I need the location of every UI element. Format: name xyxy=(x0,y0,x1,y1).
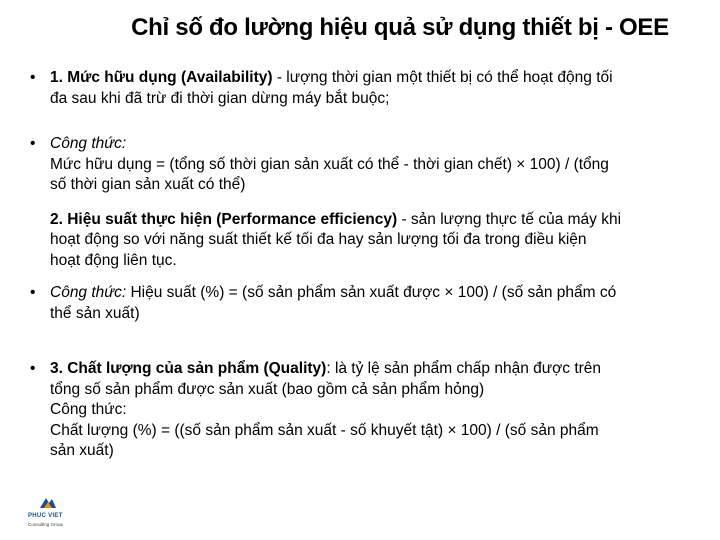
quality-formula-line-2: sản xuất) xyxy=(50,442,114,459)
bullet-availability xyxy=(30,68,712,109)
availability-heading: 1. Mức hữu dụng (Availability) xyxy=(50,69,273,86)
availability-definition: - lượng thời gian một thiết bị có thể hoạt động tối xyxy=(272,69,613,86)
performance-formula-line-1 xyxy=(50,283,712,304)
bullet-marker: • xyxy=(30,135,36,152)
availability-formula-line-1: Mức hữu dụng = (tổng số thời gian sản xuất có thể - thời gian chết) × 100) / (tổng xyxy=(50,155,609,173)
quality-formula-line-1: Chất lượng (%) = ((số sản phẩm sản xuất - số khuyết tật) × 100) / (số sản phẩm xyxy=(50,421,599,439)
performance-line-1 xyxy=(50,210,712,231)
bullet-availability-formula xyxy=(30,134,712,196)
logo-subtitle: Consulting Group xyxy=(28,522,64,527)
performance-formula-text: Hiệu suất (%) = (số sản phẩm sản xuất được × 100) / (số sản phẩm có xyxy=(126,284,617,301)
bullet-quality xyxy=(30,359,712,462)
performance-formula-line-2: thể sản xuất) xyxy=(50,304,140,322)
performance-heading: 2. Hiệu suất thực hiện (Performance efficiency) xyxy=(50,210,398,228)
performance-definition: - sản lượng thực tế của máy khi xyxy=(397,210,622,228)
availability-line-2: đa sau khi đã trừ đi thời gian dừng máy bắt buộc; xyxy=(50,89,390,107)
slide-content xyxy=(30,68,712,462)
company-logo xyxy=(28,496,98,536)
bullet-marker: • xyxy=(30,69,36,86)
quality-line-1 xyxy=(50,359,712,380)
quality-heading: 3. Chất lượng của sản phẩm (Quality) xyxy=(50,360,327,377)
performance-line-3: hoạt động liên tục. xyxy=(50,251,177,269)
availability-line-1 xyxy=(50,68,712,89)
slide-title: Chỉ số đo lường hiệu quả sử dụng thiết bị - OEE xyxy=(131,14,669,41)
availability-formula-label: Công thức: xyxy=(50,135,127,152)
bullet-marker: • xyxy=(30,284,36,301)
quality-line-2: tổng số sản phẩm được sản xuất (bao gồm cả sản phẩm hỏng) xyxy=(50,380,485,398)
performance-line-2: hoạt động so với năng suất thiết kế tối đa hay sản lượng tối đa trong điều kiện xyxy=(50,231,587,248)
logo-name: PHUC VIET xyxy=(28,513,63,519)
performance-formula-label: Công thức: xyxy=(50,284,127,301)
paragraph-performance xyxy=(30,210,712,272)
quality-formula-label: Công thức: xyxy=(50,401,127,418)
bullet-marker: • xyxy=(30,360,36,377)
availability-formula-line-2: số thời gian sản xuất có thể) xyxy=(50,176,246,193)
bullet-performance-formula xyxy=(30,283,712,324)
logo-mark-icon xyxy=(38,496,58,510)
quality-definition: : là tỷ lệ sản phẩm chấp nhận được trên xyxy=(326,360,602,377)
